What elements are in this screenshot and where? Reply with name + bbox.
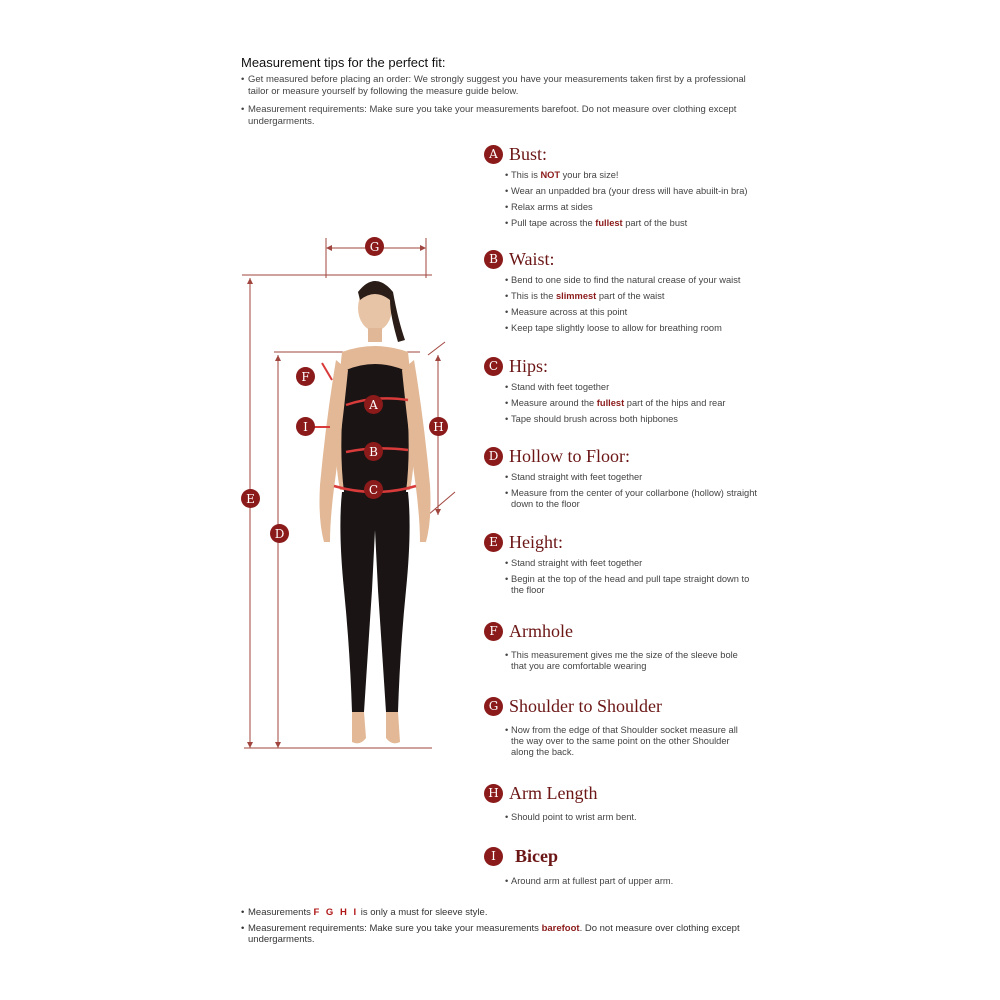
badge-b: B <box>484 250 503 269</box>
footnote-sleeve: • Measurements F G H I is only a must for sleeve style. <box>241 907 488 918</box>
list-item: • Now from the edge of that Shoulder socket measure all the way over to the same point on the other Shoulder along the back. <box>505 725 751 758</box>
badge-c: C <box>484 357 503 376</box>
badge-e: E <box>484 533 503 552</box>
bullet-dot: • <box>241 104 245 115</box>
list-item: • Measure from the center of your collarbone (hollow) straight down to the floor <box>505 488 761 510</box>
list-item: • Pull tape across the fullest part of the bust <box>505 218 784 229</box>
figure-label-c: C <box>364 480 383 499</box>
list-item: • This is NOT your bra size! <box>505 170 784 181</box>
list-item: • This is the slimmest part of the waist <box>505 291 784 302</box>
tip-text: Make sure you take your measurements barefoot. Do not measure over clothing except undergarments. <box>248 104 737 127</box>
tip-item-2 <box>241 104 761 128</box>
model-silhouette <box>320 281 431 743</box>
section-title: Waist: <box>509 248 555 269</box>
section-bust <box>484 143 784 234</box>
badge-d: D <box>484 447 503 466</box>
figure-label-f: F <box>296 367 315 386</box>
list-item: • Should point to wrist arm bent. <box>505 812 784 823</box>
list-item: • Around arm at fullest part of upper arm. <box>505 876 784 887</box>
badge-i: I <box>484 847 503 866</box>
list-item: • Wear an unpadded bra (your dress will have abuilt-in bra) <box>505 186 784 197</box>
figure-label-d: D <box>270 524 289 543</box>
badge-a: A <box>484 145 503 164</box>
list-item: • This measurement gives me the size of the sleeve bole that you are comfortable wearing <box>505 650 741 672</box>
section-arm-length <box>484 782 784 828</box>
footnote-requirements: • Measurement requirements: Make sure you take your measurements barefoot. Do not measure over clothing except undergarments. <box>241 923 740 945</box>
section-height <box>484 531 784 601</box>
list-item: • Stand with feet together <box>505 382 784 393</box>
tips-title: Measurement tips for the perfect fit: <box>241 55 446 70</box>
section-title: Bicep <box>515 845 558 866</box>
list-item: • Measure across at this point <box>505 307 784 318</box>
figure-label-b: B <box>364 442 383 461</box>
section-waist <box>484 248 784 339</box>
measurement-figure <box>230 230 470 760</box>
section-hollow-to-floor <box>484 445 784 515</box>
section-title: Shoulder to Shoulder <box>509 695 662 716</box>
section-title: Bust: <box>509 143 548 164</box>
section-title: Hollow to Floor: <box>509 445 631 466</box>
section-title: Height: <box>509 531 563 552</box>
tip-item-1 <box>241 74 761 98</box>
list-item: • Stand straight with feet together <box>505 558 784 569</box>
section-bicep <box>484 845 784 892</box>
list-item: • Relax arms at sides <box>505 202 784 213</box>
figure-label-i: I <box>296 417 315 436</box>
section-title: Hips: <box>509 355 549 376</box>
figure-label-g: G <box>365 237 384 256</box>
badge-g: G <box>484 697 503 716</box>
figure-label-h: H <box>429 417 448 436</box>
list-item: • Measure around the fullest part of the hips and rear <box>505 398 784 409</box>
figure-label-a: A <box>364 395 383 414</box>
list-item: • Bend to one side to find the natural crease of your waist <box>505 275 784 286</box>
tip-text: We strongly suggest you have your measurements taken first by a professional tailor or measure yourself by following the measure guide below. <box>248 74 746 97</box>
section-hips <box>484 355 784 430</box>
bullet-dot: • <box>241 74 245 85</box>
tip-lead: Get measured before placing an order: <box>248 74 412 85</box>
figure-label-e: E <box>241 489 260 508</box>
badge-f: F <box>484 622 503 641</box>
list-item: • Tape should brush across both hipbones <box>505 414 784 425</box>
section-armhole <box>484 620 784 677</box>
list-item: • Stand straight with feet together <box>505 472 784 483</box>
badge-h: H <box>484 784 503 803</box>
tip-lead: Measurement requirements: <box>248 104 367 115</box>
list-item: • Keep tape slightly loose to allow for breathing room <box>505 323 784 334</box>
section-title: Armhole <box>509 620 573 641</box>
section-shoulder-to-shoulder <box>484 695 784 763</box>
list-item: • Begin at the top of the head and pull tape straight down to the floor <box>505 574 761 596</box>
section-title: Arm Length <box>509 782 598 803</box>
